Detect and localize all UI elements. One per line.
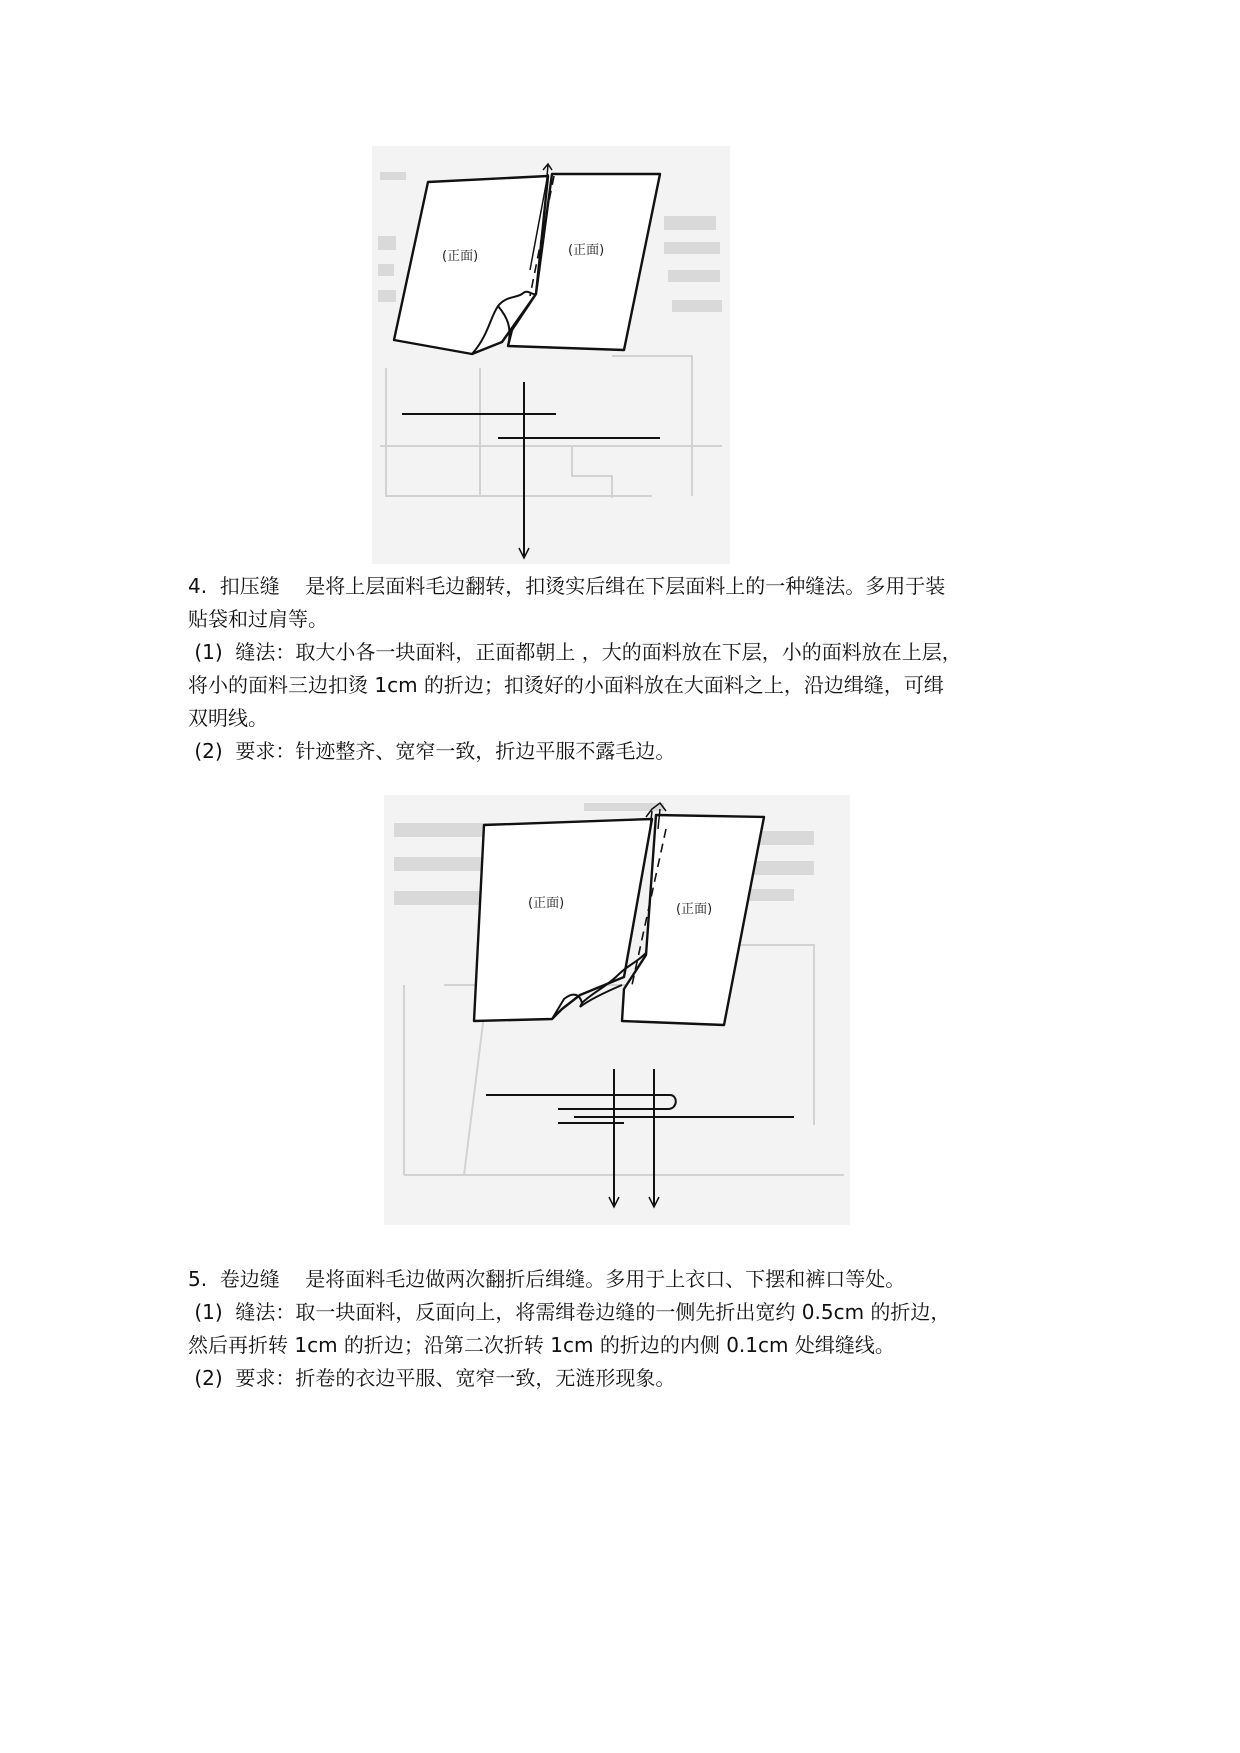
section-4-method-line-2: 将小的面料三边扣烫 1cm 的折边；扣烫好的小面料放在大面料之上，沿边缉缝，可缉 xyxy=(188,673,944,697)
section-5-method-line-2: 然后再折转 1cm 的折边；沿第二次折转 1cm 的折边的内侧 0.1cm 处缉缝线。 xyxy=(188,1333,895,1357)
section-4-requirement xyxy=(188,735,1058,768)
cross-section-fold xyxy=(558,1095,676,1109)
right-panel-label: (正面) xyxy=(676,902,713,917)
section-4-method-line-3: 双明线。 xyxy=(188,706,268,730)
section-4-heading-line-2: 贴袋和过肩等。 xyxy=(188,607,328,631)
section-5-method-line-1: (1) 缝法：取一块面料，反面向上，将需缉卷边缝的一侧先折出宽约 0.5cm 的折边， xyxy=(188,1300,951,1324)
section-4-requirement-line-1: (2) 要求：针迹整齐、宽窄一致，折边平服不露毛边。 xyxy=(188,739,676,763)
section-4-heading-line-1: 4. 扣压缝 是将上层面料毛边翻转，扣烫实后缉在下层面料上的一种缝法。多用于装 xyxy=(188,574,946,598)
section-5-method xyxy=(188,1296,1058,1362)
section-5-heading-line-1: 5. 卷边缝 是将面料毛边做两次翻折后缉缝。多用于上衣口、下摆和裤口等处。 xyxy=(188,1267,906,1291)
left-panel-label: (正面) xyxy=(442,249,479,264)
left-panel-label: (正面) xyxy=(528,896,565,911)
section-4-method-line-1: (1) 缝法：取大小各一块面料，正面都朝上 ，大的面料放在下层，小的面料放在上层， xyxy=(188,640,962,664)
section-5-requirement-line-1: (2) 要求：折卷的衣边平服、宽窄一致，无涟形现象。 xyxy=(188,1366,676,1390)
background-scan-lines xyxy=(404,945,844,1175)
background-scan-lines xyxy=(380,356,722,498)
right-panel-label: (正面) xyxy=(568,243,605,258)
section-4-heading xyxy=(188,570,1058,636)
section-5-requirement xyxy=(188,1362,1058,1395)
section-4-method xyxy=(188,636,1058,735)
section-5-heading xyxy=(188,1263,1058,1296)
figure-2-lapped-seam-diagram xyxy=(384,795,850,1225)
figure-1-overlap-seam-diagram xyxy=(372,146,730,564)
